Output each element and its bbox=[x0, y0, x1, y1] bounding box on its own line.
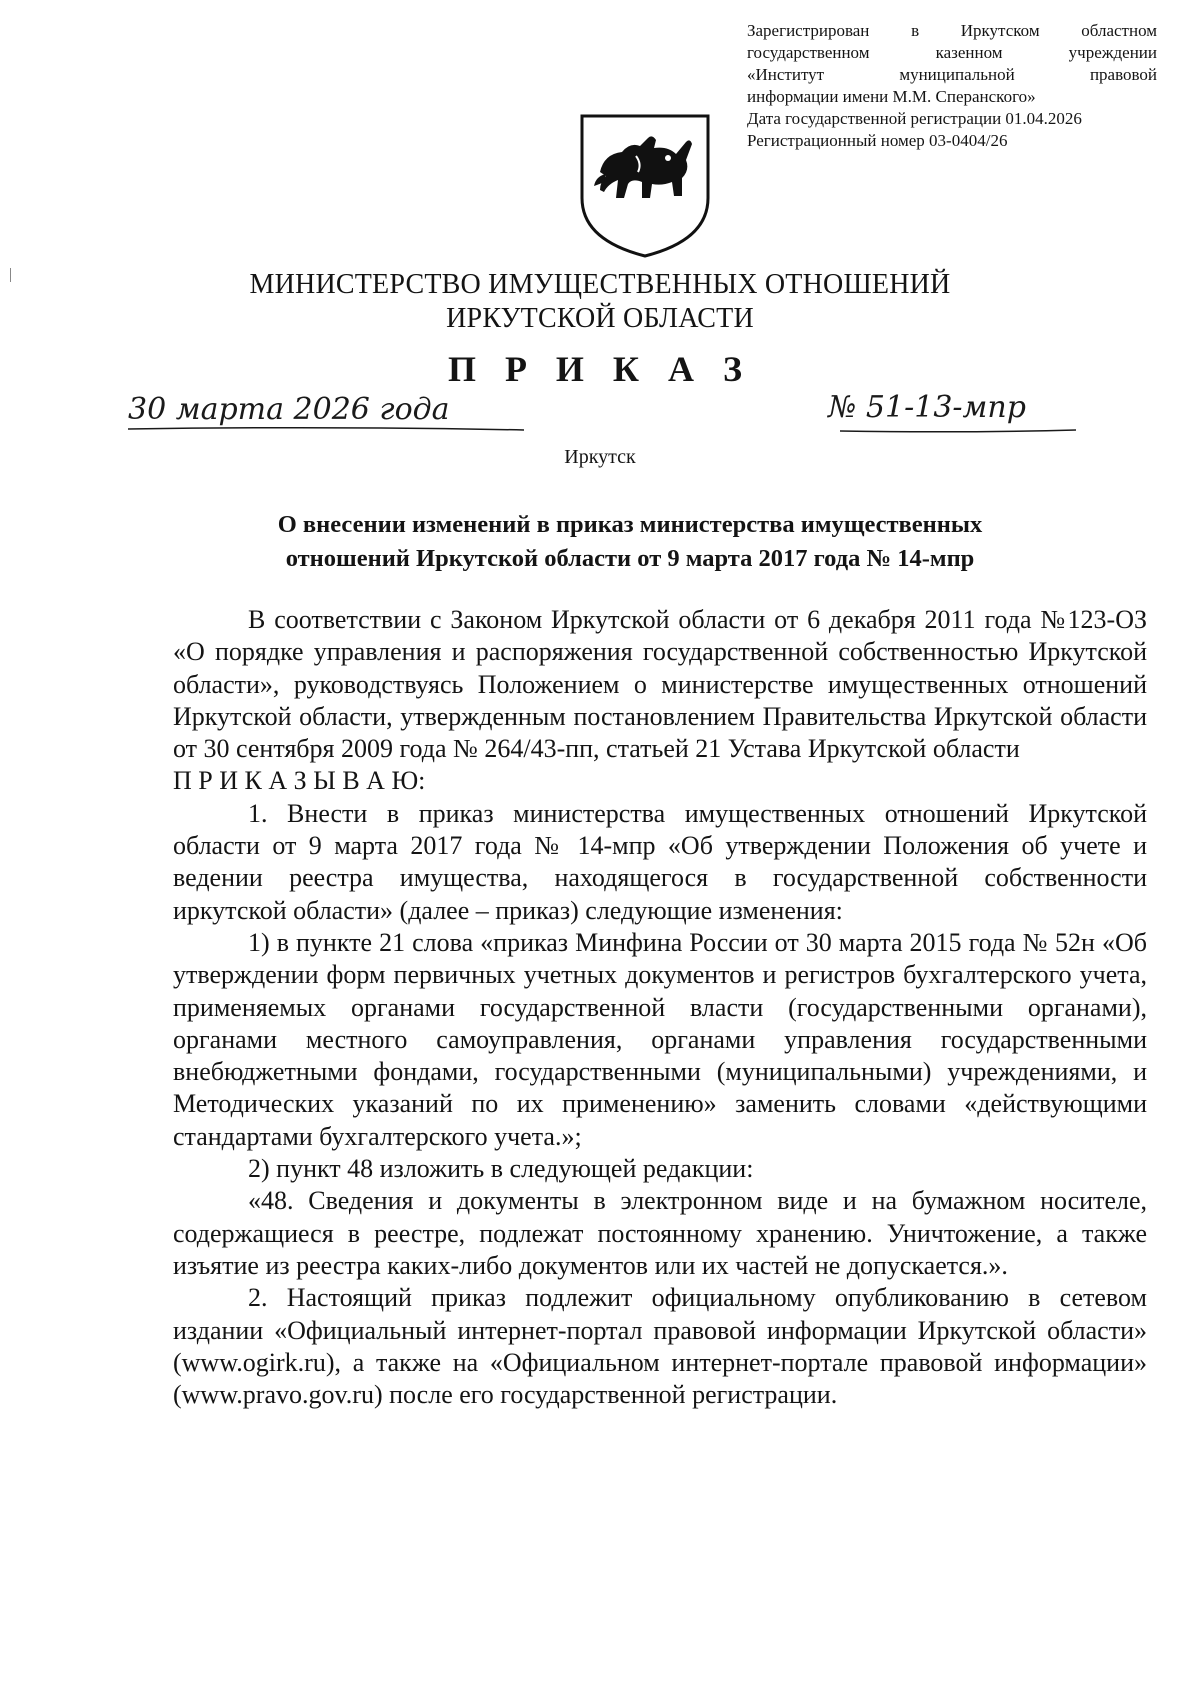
subject-line-2: отношений Иркутской области от 9 марта 2017 года № 14-мпр bbox=[285, 545, 975, 572]
subject-line-1: О внесении изменений в приказ министерства имущественных bbox=[277, 511, 983, 538]
stamp-line: Дата государственной регистрации 01.04.2026 bbox=[747, 109, 1082, 128]
stamp-line: информации имени М.М. Сперанского» bbox=[747, 87, 1036, 106]
ministry-name-line-2: ИРКУТСКОЙ ОБЛАСТИ bbox=[446, 303, 754, 334]
stamp-line: государственном казенном учреждении bbox=[747, 43, 1157, 62]
paragraph-1-item-1: 1) в пункте 21 слова «приказ Минфина России от 30 марта 2015 года № 52н «Об утверждении форм первичных учетных документов и регистров бухгалтерского учета, применяемых органами государственной власти (государственными органами), органами местного самоуправления, органами управления государственными внебюджетными фондами, государственными (муниципальными) учреждениями, и Методических указаний по их применению» заменить словами «действующими стандартами бухгалтерского учета.»; bbox=[173, 927, 1147, 1151]
handwritten-number: № 51-13-мпр bbox=[828, 390, 1026, 425]
city: Иркутск bbox=[564, 446, 636, 468]
handwritten-date: 30 марта 2026 года bbox=[128, 392, 450, 427]
stamp-line: Зарегистрирован в Иркутском областном bbox=[747, 21, 1157, 40]
number-underline bbox=[840, 428, 1080, 434]
ministry-name-line-1: МИНИСТЕРСТВО ИМУЩЕСТВЕННЫХ ОТНОШЕНИЙ bbox=[249, 269, 951, 300]
document-subject bbox=[180, 508, 1080, 576]
registration-stamp bbox=[747, 20, 1157, 152]
order-word: П Р И К А З Ы В А Ю: bbox=[173, 766, 426, 796]
paragraph-48-text: «48. Сведения и документы в электронном виде и на бумажном носителе, содержащиеся в реестре, подлежат постоянному хранению. Уничтожение, а также изъятие из реестра каких-либо документов или их частей не допускается.». bbox=[173, 1186, 1147, 1280]
stamp-line: Регистрационный номер 03-0404/26 bbox=[747, 131, 1008, 150]
preamble: В соответствии с Законом Иркутской области от 6 декабря 2011 года №123-ОЗ «О порядке управления и распоряжения государственной собственностью Иркутской области», руководствуясь Положением о министерстве имущественных отношений Иркутской области, утвержденным постановлением Правительства Иркутской области от 30 сентября 2009 года № 264/43-пп, статьей 21 Устава Иркутской области bbox=[173, 605, 1147, 764]
stamp-line: «Институт муниципальной правовой bbox=[747, 65, 1157, 84]
date-underline bbox=[128, 426, 528, 432]
document-body bbox=[173, 604, 1147, 1411]
paragraph-1-item-2: 2) пункт 48 изложить в следующей редакции: bbox=[248, 1154, 754, 1184]
paragraph-2: 2. Настоящий приказ подлежит официальному опубликованию в сетевом издании «Официальный интернет-портал правовой информации Иркутской области» (www.ogirk.ru), а также на «Официальном интернет-портале правовой информации» (www.pravo.gov.ru) после его государственной регистрации. bbox=[173, 1283, 1147, 1410]
irkutsk-coat-of-arms-icon bbox=[578, 112, 712, 260]
paragraph-1: 1. Внести в приказ министерства имущественных отношений Иркутской области от 9 марта 2017 года № 14-мпр «Об утверждении Положения об учете и ведении реестра имущества, находящегося в государственной собственности иркутской области» (далее – приказ) следующие изменения: bbox=[173, 798, 1147, 925]
document-title: П Р И К А З bbox=[447, 349, 753, 389]
